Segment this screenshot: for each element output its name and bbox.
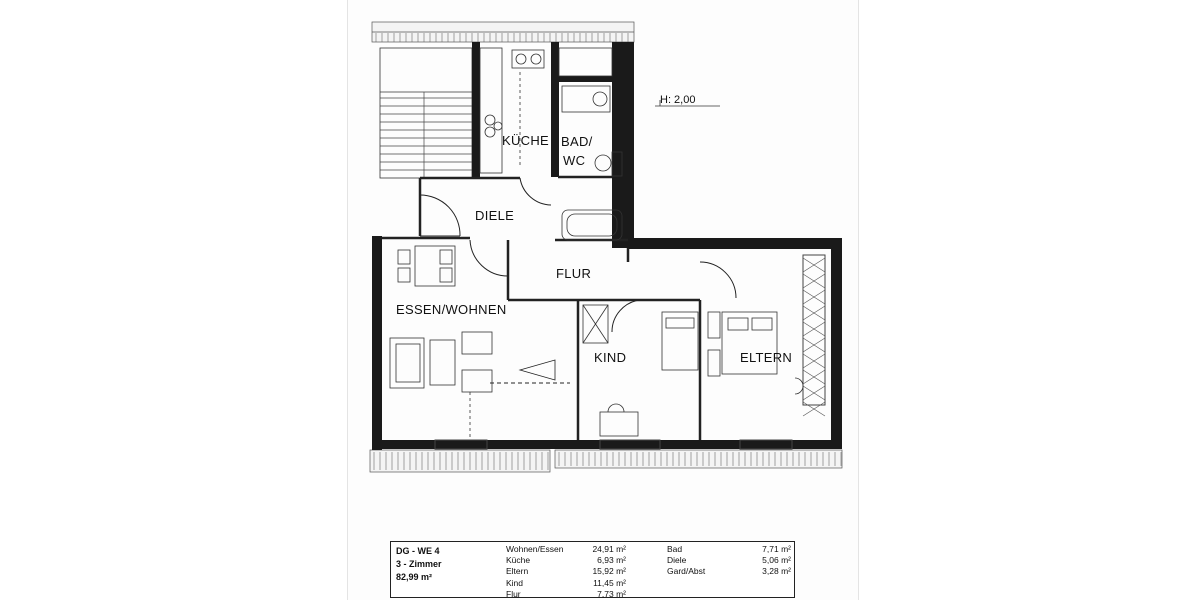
area-legend (390, 541, 795, 598)
height-note: H: 2,00 (660, 94, 696, 106)
area-row (506, 589, 626, 600)
area-value: 3,28 m² (762, 566, 791, 577)
roof-hatch-bottom (370, 450, 842, 472)
room-label-kueche: KÜCHE (502, 133, 550, 148)
room-label-flur: FLUR (556, 266, 592, 281)
area-value: 11,45 m² (593, 577, 626, 588)
area-list-right (667, 544, 791, 578)
area-row (506, 578, 626, 589)
area-row (667, 555, 791, 566)
unit-rooms: 3 - Zimmer (396, 559, 442, 569)
kid-room-furniture (583, 305, 698, 436)
area-row (506, 555, 626, 566)
unit-id: DG - WE 4 (396, 546, 440, 556)
room-label-essen-wohnen: ESSEN/WOHNEN (396, 302, 507, 317)
room-label-bad: BAD/ (561, 134, 593, 149)
area-value: 7,73 m² (597, 588, 626, 599)
roof-hatch-top (372, 22, 634, 42)
room-label-eltern: ELTERN (740, 350, 793, 365)
area-room-name: Wohnen/Essen (506, 544, 564, 554)
area-value: 6,93 m² (597, 555, 626, 566)
area-room-name: Gard/Abst (667, 566, 706, 577)
area-room-name: Flur (506, 588, 521, 599)
area-room-name: Diele (667, 555, 687, 566)
living-furniture (390, 246, 492, 440)
area-row (506, 566, 626, 577)
unit-summary (396, 545, 442, 584)
room-label-diele: DIELE (475, 208, 515, 223)
area-row (667, 544, 791, 555)
area-value: 24,91 m² (592, 544, 626, 554)
area-room-name: Bad (667, 544, 683, 554)
area-room-name: Kind (506, 577, 524, 588)
area-row (667, 566, 791, 577)
area-room-name: Küche (506, 555, 531, 566)
room-label-wc: WC (563, 153, 586, 168)
area-value: 15,92 m² (592, 566, 626, 577)
area-value: 5,06 m² (762, 555, 791, 566)
unit-total-area: 82,99 m² (396, 572, 433, 582)
area-row (506, 544, 626, 555)
room-label-kind: KIND (594, 350, 627, 365)
area-room-name: Eltern (506, 566, 529, 577)
staircase (380, 48, 472, 178)
kitchen-fixtures (480, 48, 544, 173)
area-value: 7,71 m² (762, 544, 791, 554)
area-list-left (506, 544, 626, 600)
